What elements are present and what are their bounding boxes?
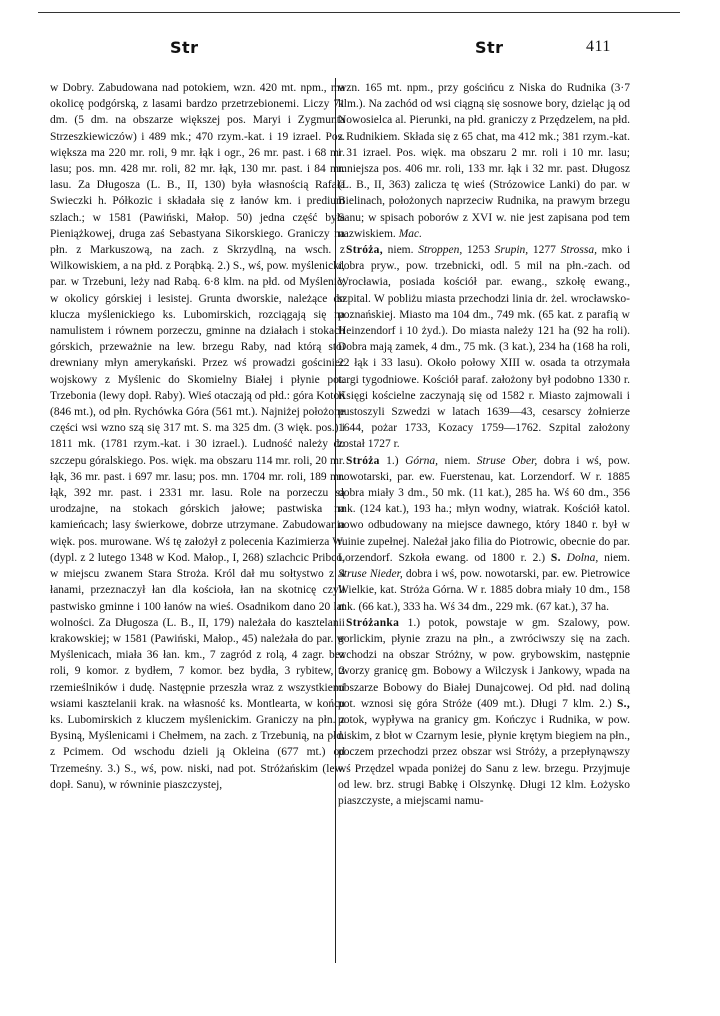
top-rule — [38, 12, 680, 13]
running-head-left: Str — [170, 38, 199, 57]
entry-headword: Stróża, — [346, 244, 383, 257]
right-column — [338, 80, 630, 809]
entry-headword: Stróża — [346, 454, 380, 467]
running-head-right: Str — [475, 38, 504, 57]
left-column-text: w Dobry. Zabudowana nad potokiem, wzn. 420 mt. npm., ma okolicę podgórską, z lasami bardzo przetrzebionemi. Liczy 71 dm. (5 dm. na obszarze większej pos. Maryi i Zygmunta Strzeszkiewiczów) i 489 mk.; 470 rzym.-kat. i 19 izrael. Pos. większa ma 220 mr. roli, 9 mr. łąk i ogr., 26 mr. past. i 68 mr. lasu; pos. mn. 428 mr. roli, 82 mr. łąk, 130 mr. past. i 84 mr. lasu. Za Długosza (L. B., II, 130) była własnością Rafała Swieczki h. Półkozic i składała się z łanów km. i predium szlach.; w 1581 (Pawiński, Małop. 50) jedna część była Pieniążkowej, druga zaś Sebastyana Sikorskiego. Graniczy na płn. z Markuszową, na zach. z Skrzydlną, na wsch. z Wilkowiskiem, a na płd. z Porąbką. 2.) S., wś, pow. myślenicki, par. w Trzebuni, leży nad Rabą. 6·8 klm. na płd. od Myślenic, w okolicy górskiej i lesistej. Grunta dworskie, należące do klucza myślenickiego ks. Lubomirskich, rozciągają się na namulistem i równem porzeczu, gminne na działach i stokach górskich, przeważnie na lew. brzegu Raby, nad którą stoi drewniany młyn amerykański. Przez wś prowadzi gościniec wojskowy z Myślenic do Skomielny Białej i płynie pot. Trzebonia (lewy dopł. Raby). Wieś otaczają od płd.: góra Kotoń (846 mt.), od płn. Rychówka Góra (561 mt.). Najniżej położone części wsi wzno szą się 317 mt. S. ma 325 dm. (3 więk. pos.) i 1811 mk. (1781 rzym.-kat. i 30 izrael.). Ludność należy do szczepu góralskiego. Pos. więk. ma obszaru 114 mr. roli, 20 mr. łąk, 36 mr. past. i 697 mr. lasu; pos. mn. 1704 mr. roli, 189 mr. łąk, 392 mr. past. i 2331 mr. lasu. Role na porzeczu są urodzajne, na stokach górskich jałowe; pastwiska na kamieńcach; lasy świerkowe, dobrze utrzymane. Zabudowania więk. pos. murowane. Wś tę założył z polecenia Kazimierza W. (dypl. z 2 lutego 1348 w Kod. Małop., I, 268) szlachcic Pribco, w miejscu zwanem Stara Stroża. Król dał mu sołtystwo z 4 łanami, przeznaczył łan dla kościoła, łan na skotnicę czyli pastwisko gminne i 100 łanów na wieś. Osadnikom dano 20 lat wolności. Za Długosza (L. B., II, 179) należała do kasztelanii krakowskiej; w 1581 (Pawiński, Małop., 45) należała do par. w Myślenicach, miała 36 łan. km., 7 zagród z rolą, 4 zagr. bez roli, 9 komor. z bydłem, 7 komor. bez bydła, 3 rybitew, 2 rzemieślników i dudę. Następnie przeszła wraz z wszystkiemi wsiami kasztelanii krak. na własność ks. Montlearta, w końcu ks. Lubomirskich z kluczem myślenickim. Graniczy na płn. z Bysiną, Myślenicami i Chełmem, na zach. z Trzebunią, na płd. z Pcimem. Od wschodu dzieli ją Okleina (677 mt.) od Trzemeśny. 3.) S., wś, pow. niski, nad pot. Stróżańskim (lew. dopł. Sanu), w równinie piaszczystej, — [50, 82, 345, 791]
entry-continuation — [338, 80, 630, 242]
left-column — [50, 80, 345, 793]
entry-text: wzn. 165 mt. npm., przy gościńcu z Niska do Rudnika (3·7 klm.). Na zachód od wsi ciągną się sosnowe bory, dzieląc ją od Nowosielca al. Pierunki, na płd. graniczy z Przędzelem, na płd. z Rudnikiem. Składa się z 65 chat, ma 412 mk.; 381 rzym.-kat. i 31 izrael. Pos. więk. ma obszaru 2 mr. roli i 10 mr. lasu; mniejsza pos. 406 mr. roli, 133 mr. łąk i 32 mr. past. Długosz (L. B., II, 363) zalicza tę wieś (Strózowice Lanki) do par. w Bielinach, położonych naprzeciw Rudnika, na prawym brzegu Sanu; w spisach poborów z XVI w. nie jest zapisana pod tem nazwiskiem. — [338, 82, 630, 240]
entry-headword: Stróżanka — [346, 616, 400, 629]
page-number: 411 — [586, 38, 611, 55]
author-signature: Mac. — [398, 227, 422, 240]
entry-stroza-gorna: Stróża 1.) Górna, niem. Struse Ober, dobra i wś, pow. nowotarski, par. ew. Fuerstenau, kat. Lorzendorf. W r. 1885 dobra miały 3 dm., 50 mk. (11 kat.), 285 ha. Wś 60 dm., 356 mk. (124 kat.), 193 ha.; młyn wodny, wiatrak. Kościół katol. nowo odbudowany na miejsce dawnego, który 1840 r. był w ruinie zupełnej. Należał jako filia do Piotrowic, obecnie do par. Lorzendorf. Szkoła ewang. od 1800 r. 2.) S. Dolna, niem. Struse Nieder, dobra i wś, pow. nowotarski, par. ew. Pietrowice Wielkie, kat. Stróża Górna. W r. 1885 dobra miały 10 dm., 158 mk. (66 kat.), 333 ha. Wś 34 dm., 229 mk. (67 kat.), 37 ha. — [338, 454, 631, 613]
entry-stroza: Stróża, niem. Stroppen, 1253 Srupin, 1277 Strossa, mko i dobra pryw., pow. trzebnicki, odl. 5 mil na płn.-zach. od Wrocławia, posiada kościół par. ewang., szkołę ewang., szpital. W pobliżu miasta przechodzi linia dr. żel. wrocławsko-poznańskiej. Miasto ma 104 dm., 749 mk. (65 kat. z parafią w Heinzendorf i 10 żyd.). Do miasta należy 121 ha (92 ha roli). Dobra mają zamek, 4 dm., 75 mk. (3 kat.), 234 ha (168 ha roli, 22 łąk i 33 lasu). Około połowy XIII w. osada ta otrzymała targi tygodniowe. Kościół paraf. założony był podobno 1330 r. Księgi kościelne zaczynają się od 1582 r. Miasto zajmowali i pustoszyli Szwedzi w latach 1639—43, cesarscy żołnierze 1644, pożar 1733, Kozacy 1759—1762. Szpital założony został 1727 r. — [338, 244, 631, 451]
entry-strozanka: Stróżanka 1.) potok, powstaje w gm. Szalowy, pow. gorlickim, płynie zrazu na płn., a zwróciwszy się na zach. wchodzi na obszar Stróżny, w pow. grybowskim, następnie tworzy granicę gm. Bobowy a Wilczysk i Jankowy, wpada na obszarze Bobowy do Białej Dunajcowej. Od płd. nad doliną pot. wznosi się góra Stróże (409 mt.). Długi 7 klm. 2.) S., potok, wypływa na granicy gm. Kończyc i Rudnika, w pow. niskim, z błot w Czarnym lesie, płynie krętym biegiem na płn., poczem przechodzi przez obszar wsi Stróży, a przepłynąwszy wś Przędzel wpada poniżej do Sanu z lew. brzegu. Przyjmuje od lew. brz. strugi Babkę i Olszynkę. Długi 12 klm. Łożysko piaszczyste, a miejscami namu- — [338, 616, 630, 807]
